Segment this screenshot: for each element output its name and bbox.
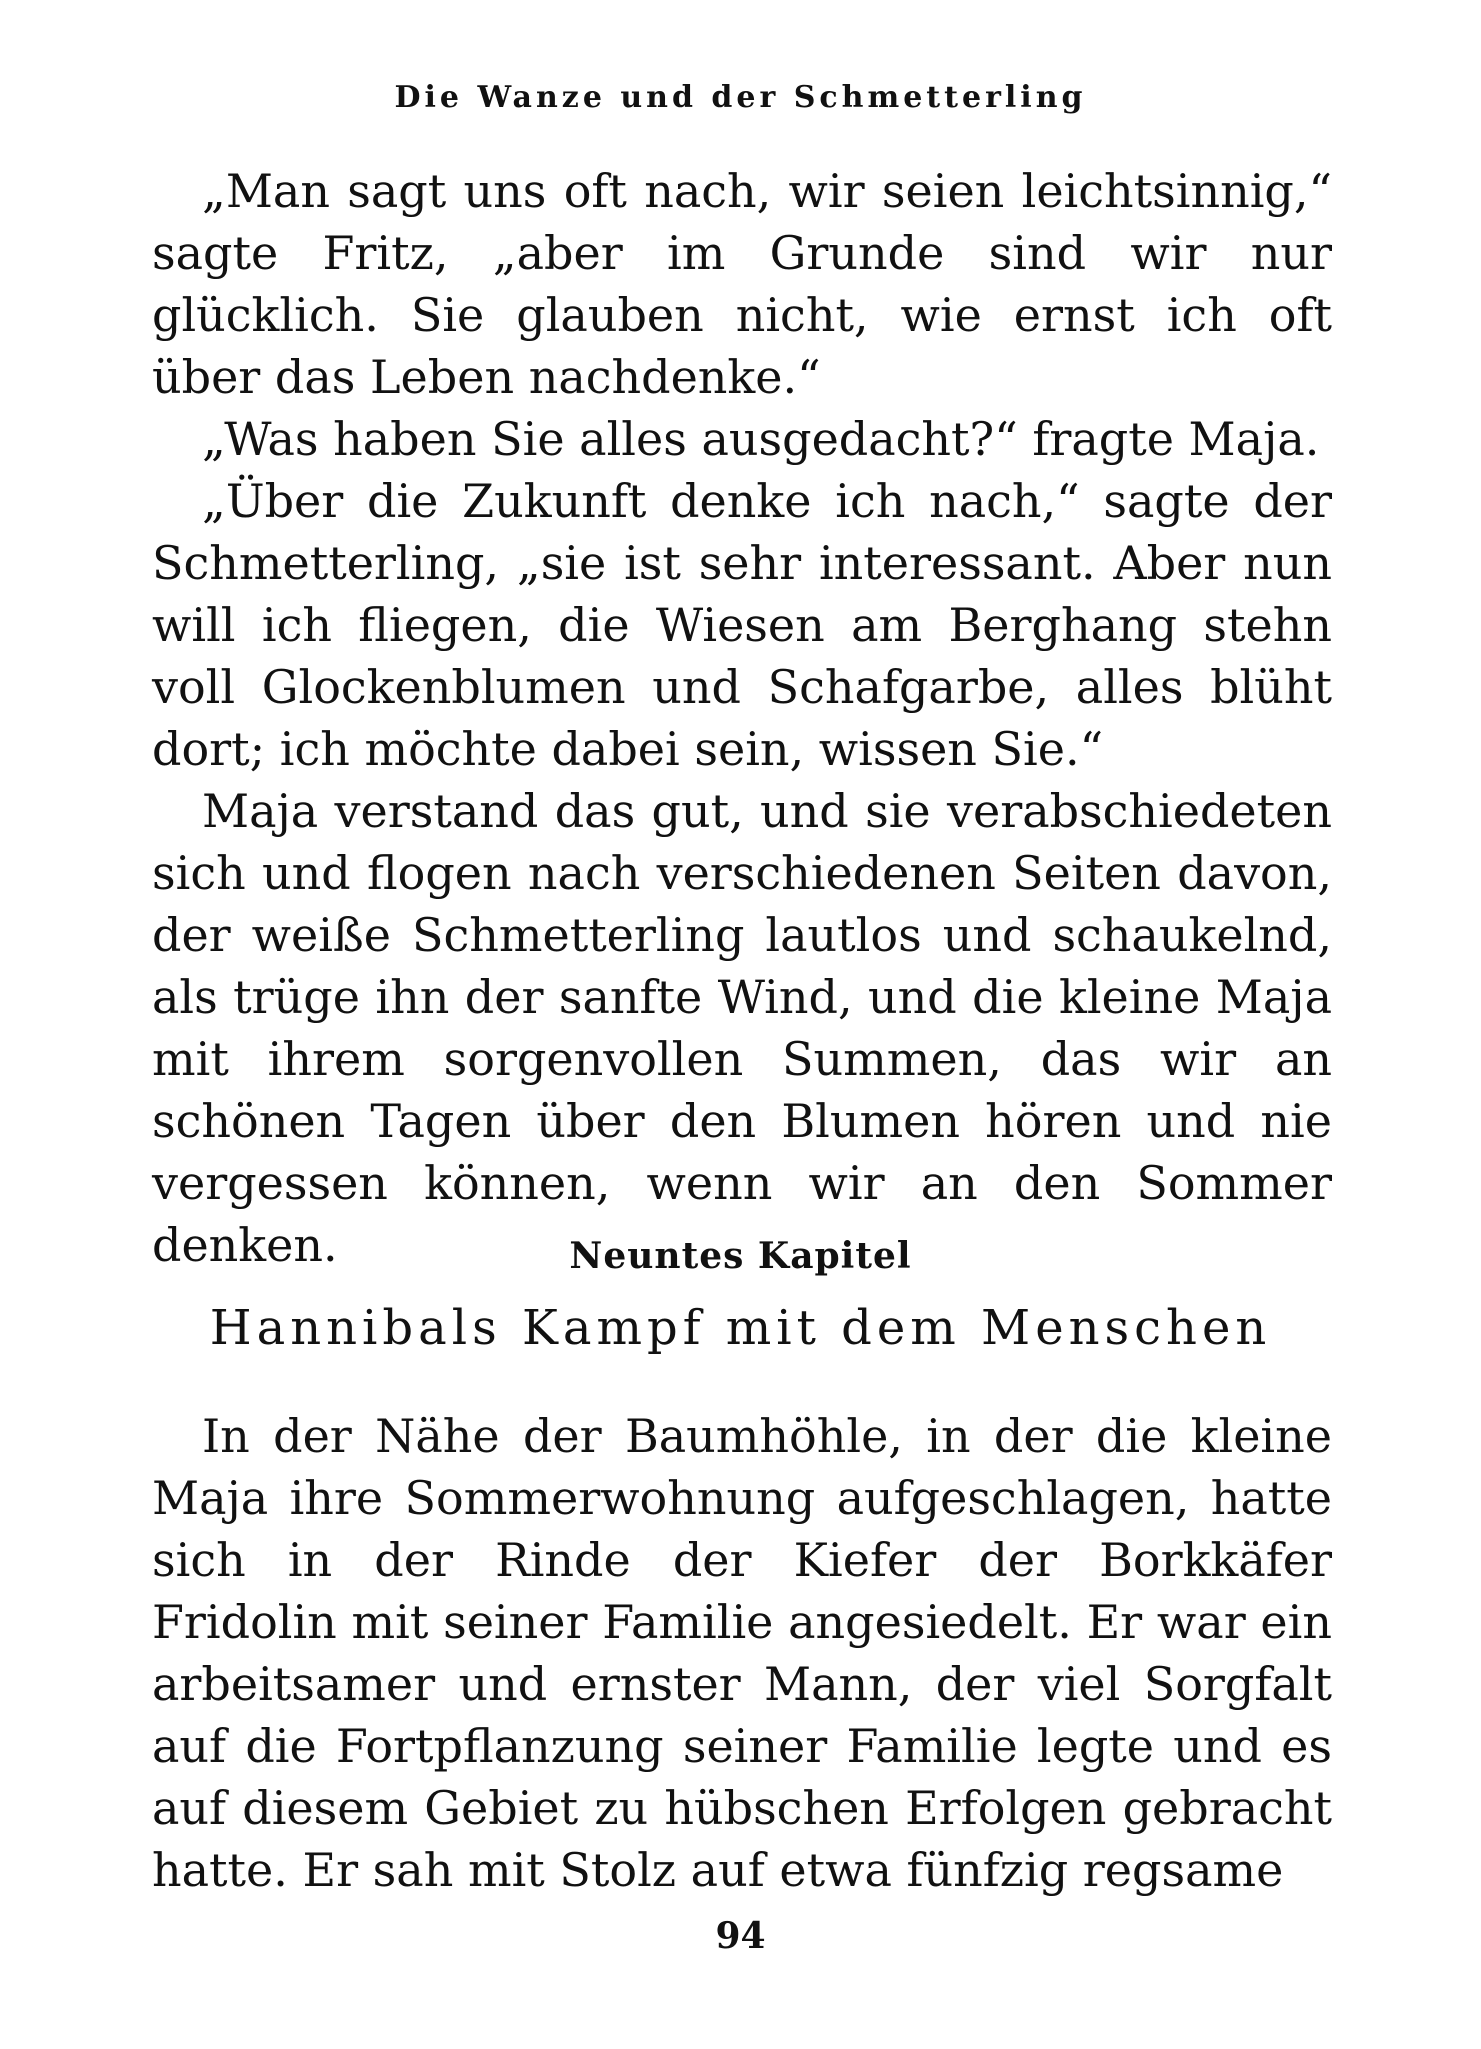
text-section-two [152, 1405, 1332, 1901]
text-section-one [152, 160, 1332, 1276]
paragraph: „Über die Zukunft denke ich nach,“ sagte der Schmetterling, „sie ist sehr interessant. Aber nun will ich fliegen, die Wiesen am Berghang stehn voll Glockenblumen und Schafgarbe, alles blüht dort; ich möchte dabei sein, wissen Sie.“ [152, 474, 1332, 776]
paragraph: Maja verstand das gut, und sie verabschiedeten sich und flogen nach verschiedenen Seiten davon, der weiße Schmetterling lautlos und schaukelnd, als trüge ihn der sanfte Wind, und die kleine Maja mit ihrem sorgenvollen Summen, das wir an schönen Tagen über den Blumen hören und nie vergessen können, wenn wir an den Sommer denken. [152, 784, 1332, 1272]
chapter-number: Neuntes Kapitel [569, 1235, 912, 1277]
chapter-title: Hannibals Kampf mit dem Menschen [209, 1300, 1272, 1356]
paragraph: In der Nähe der Baumhöhle, in der die kleine Maja ihre Sommerwohnung aufgeschlagen, hatte sich in der Rinde der Kiefer der Borkkäfer Fridolin mit seiner Familie angesiedelt. Er war ein arbeitsamer und ernster Mann, der viel Sorgfalt auf die Fortpflanzung seiner Familie legte und es auf diesem Gebiet zu hübschen Erfolgen gebracht hatte. Er sah mit Stolz auf etwa fünfzig regsame [152, 1409, 1332, 1897]
running-head: Die Wanze und der Schmetterling [394, 80, 1087, 115]
page-number: 94 [715, 1915, 766, 1957]
paragraph: „Was haben Sie alles ausgedacht?“ fragte Maja. [202, 412, 1320, 466]
paragraph: „Man sagt uns oft nach, wir seien leichtsinnig,“ sagte Fritz, „aber im Grunde sind wir nur glücklich. Sie glauben nicht, wie ernst ich oft über das Leben nachdenke.“ [152, 164, 1332, 404]
